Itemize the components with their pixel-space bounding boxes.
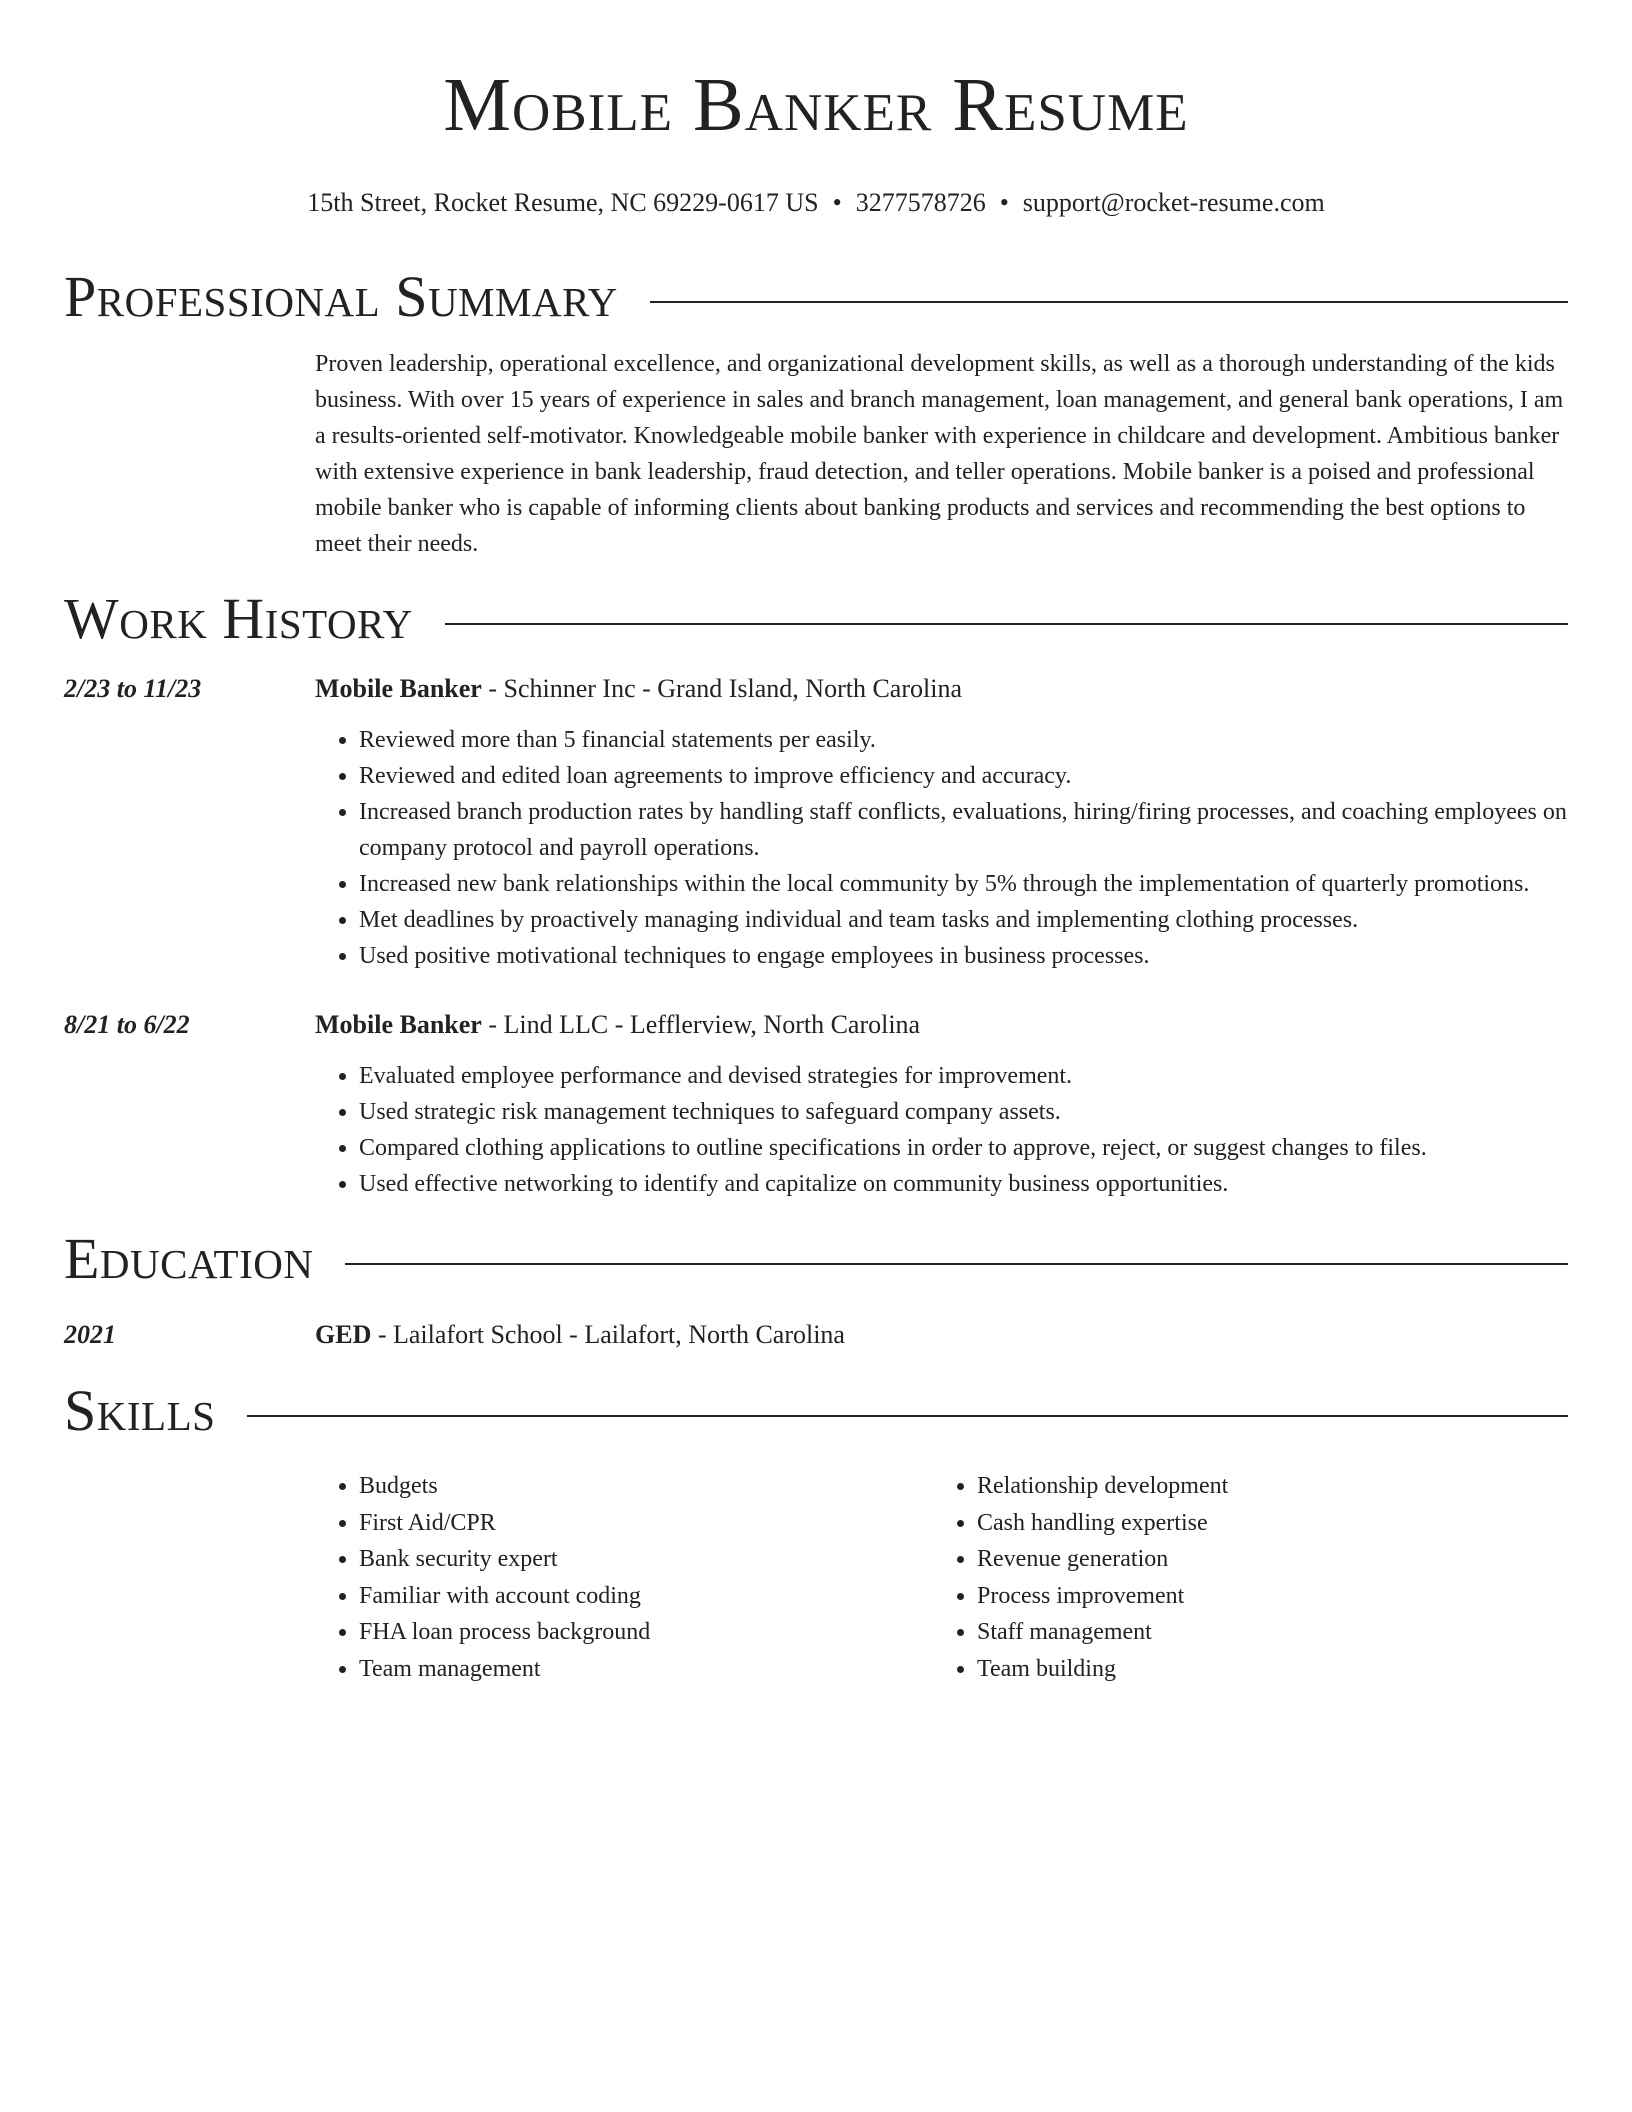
job-bullet: • Compared clothing applications to outline specifications in order to approve, reject, or suggest changes to files. xyxy=(359,1130,1568,1166)
contact-phone: 3277578726 xyxy=(855,188,986,217)
skill-item: • Process improvement xyxy=(977,1578,1551,1615)
contact-separator: • xyxy=(832,188,842,217)
job-bullet: • Reviewed and edited loan agreements to improve efficiency and accuracy. xyxy=(359,758,1568,794)
summary-paragraph: Proven leadership, operational excellence, and organizational development skills, as well as a thorough understanding of the kids business. With over 15 years of experience in sales and branch management, loan management, and general bank operations, I am a results-oriented self-motivator. Knowledgeable mobile banker with experience in childcare and development. Ambitious banker with extensive experience in bank leadership, fraud detection, and teller operations. Mobile banker is a poised and professional mobile banker who is capable of informing clients about banking products and services and recommending the best options to meet their needs. xyxy=(315,351,1564,557)
skill-item: • Revenue generation xyxy=(977,1541,1551,1578)
section-divider xyxy=(345,1263,1568,1265)
work-section-header xyxy=(64,586,1568,652)
section-divider xyxy=(247,1415,1568,1417)
job-bullet: • Used effective networking to identify and capitalize on community business opportunities. xyxy=(359,1166,1568,1202)
skills-columns xyxy=(315,1468,1568,1687)
skills-list-left xyxy=(315,1468,933,1687)
skill-item: • Relationship development xyxy=(977,1468,1551,1505)
skill-item: • FHA loan process background xyxy=(359,1614,933,1651)
skill-item: • Team building xyxy=(977,1651,1551,1688)
skills-section-header xyxy=(64,1378,1568,1444)
job-bullet-list xyxy=(315,722,1568,974)
job-bullet: • Evaluated employee performance and devised strategies for improvement. xyxy=(359,1058,1568,1094)
contact-line xyxy=(64,186,1568,220)
summary-section-header xyxy=(64,264,1568,330)
job-bullet: • Met deadlines by proactively managing individual and team tasks and implementing clothing processes. xyxy=(359,902,1568,938)
contact-separator: • xyxy=(999,188,1009,217)
work-heading: Work History xyxy=(64,586,413,651)
section-divider xyxy=(650,301,1568,303)
contact-email: support@rocket-resume.com xyxy=(1022,188,1325,217)
skill-item: • Budgets xyxy=(359,1468,933,1505)
job-details: - Schinner Inc - Grand Island, North Carolina xyxy=(481,674,962,703)
contact-address: 15th Street, Rocket Resume, NC 69229-0617 US xyxy=(307,188,819,217)
job-role: Mobile Banker xyxy=(315,674,482,703)
job-bullet: • Increased branch production rates by handling staff conflicts, evaluations, hiring/firing processes, and coaching employees on company protocol and payroll operations. xyxy=(359,794,1568,866)
education-details: - Lailafort School - Lailafort, North Carolina xyxy=(371,1320,845,1349)
summary-heading: Professional Summary xyxy=(64,264,618,329)
job-entry xyxy=(64,1008,1568,1202)
skills-list-right xyxy=(933,1468,1551,1687)
job-entry xyxy=(64,672,1568,974)
skill-item: • First Aid/CPR xyxy=(359,1505,933,1542)
job-title-line xyxy=(315,1008,1568,1042)
education-heading: Education xyxy=(64,1226,314,1291)
job-bullet: • Increased new bank relationships within the local community by 5% through the implementation of quarterly promotions. xyxy=(359,866,1568,902)
job-bullet: • Reviewed more than 5 financial statements per easily. xyxy=(359,722,1568,758)
skill-item: • Staff management xyxy=(977,1614,1551,1651)
job-title-line xyxy=(315,672,1568,706)
education-degree: GED xyxy=(315,1320,372,1349)
job-role: Mobile Banker xyxy=(315,1010,482,1039)
skill-item: • Team management xyxy=(359,1651,933,1688)
education-section-header xyxy=(64,1226,1568,1292)
education-entry xyxy=(64,1318,1568,1352)
job-dates: 2/23 to 11/23 xyxy=(64,674,202,703)
job-details: - Lind LLC - Lefflerview, North Carolina xyxy=(481,1010,921,1039)
job-bullet: • Used strategic risk management techniques to safeguard company assets. xyxy=(359,1094,1568,1130)
job-bullet-list xyxy=(315,1058,1568,1202)
job-bullet: • Used positive motivational techniques to engage employees in business processes. xyxy=(359,938,1568,974)
resume-title: Mobile Banker Resume xyxy=(443,63,1189,147)
section-divider xyxy=(445,623,1568,625)
skill-item: • Bank security expert xyxy=(359,1541,933,1578)
education-year: 2021 xyxy=(64,1320,116,1349)
job-dates: 8/21 to 6/22 xyxy=(64,1010,190,1039)
education-line xyxy=(315,1318,1568,1352)
skill-item: • Familiar with account coding xyxy=(359,1578,933,1615)
skills-heading: Skills xyxy=(64,1378,216,1443)
skill-item: • Cash handling expertise xyxy=(977,1505,1551,1542)
